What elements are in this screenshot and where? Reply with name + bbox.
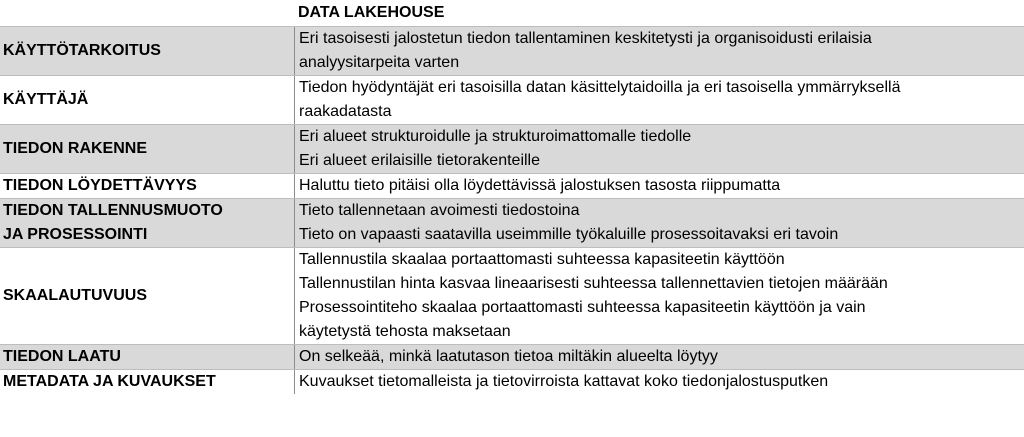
row-label-line: TIEDON LÖYDETTÄVYYS bbox=[3, 177, 197, 194]
table-title: DATA LAKEHOUSE bbox=[298, 4, 445, 21]
row-value-line: Haluttu tieto pitäisi olla löydettävissä jalostuksen tasosta riippumatta bbox=[299, 177, 781, 194]
row-value-line: On selkeää, minkä laatutason tietoa miltäkin alueelta löytyy bbox=[299, 348, 718, 365]
table-row bbox=[0, 247, 1024, 344]
row-value-line: Eri alueet erilaisille tietorakenteille bbox=[299, 152, 541, 169]
row-value bbox=[295, 76, 1024, 124]
row-label-line: SKAALAUTUVUUS bbox=[3, 287, 147, 304]
row-value-line: Eri alueet strukturoidulle ja strukturoimattomalle tiedolle bbox=[299, 128, 692, 145]
row-value bbox=[295, 345, 1024, 369]
row-value-line: Tiedon hyödyntäjät eri tasoisilla datan käsittelytaidoilla ja eri tasoisella ymmärryksellä bbox=[299, 79, 901, 96]
row-value bbox=[295, 27, 1024, 75]
table-row bbox=[0, 124, 1024, 173]
row-value-line: Prosessointiteho skaalaa portaattomasti suhteessa kapasiteetin käyttöön ja vain bbox=[299, 299, 866, 316]
row-label-line: JA PROSESSOINTI bbox=[3, 226, 148, 243]
row-label-line: TIEDON LAATU bbox=[3, 348, 121, 365]
table-row bbox=[0, 369, 1024, 394]
row-value bbox=[295, 174, 1024, 198]
row-value bbox=[295, 125, 1024, 173]
row-label bbox=[0, 370, 295, 394]
row-value-line: käytetystä tehosta maksetaan bbox=[299, 323, 511, 340]
row-value-line: Kuvaukset tietomalleista ja tietovirroista kattavat koko tiedonjalostusputken bbox=[299, 373, 829, 390]
row-value bbox=[295, 199, 1024, 247]
table-header bbox=[0, 0, 1024, 26]
row-label-line: KÄYTTÄJÄ bbox=[3, 91, 89, 108]
table-row bbox=[0, 344, 1024, 369]
row-value-line: raakadatasta bbox=[299, 103, 392, 120]
row-label-line: KÄYTTÖTARKOITUS bbox=[3, 42, 161, 59]
row-value-line: Tieto tallennetaan avoimesti tiedostoina bbox=[299, 202, 580, 219]
row-value-line: Tallennustilan hinta kasvaa lineaarisesti suhteessa tallennettavien tietojen määrään bbox=[299, 275, 888, 292]
row-label-line: TIEDON RAKENNE bbox=[3, 140, 148, 157]
table-body bbox=[0, 26, 1024, 394]
row-value-line: Tieto on vapaasti saatavilla useimmille työkaluille prosessoitavaksi eri tavoin bbox=[299, 226, 839, 243]
row-label bbox=[0, 27, 295, 75]
row-value-line: Tallennustila skaalaa portaattomasti suhteessa kapasiteetin käyttöön bbox=[299, 251, 785, 268]
row-label bbox=[0, 174, 295, 198]
row-label bbox=[0, 345, 295, 369]
row-value-line: analyysitarpeita varten bbox=[299, 54, 460, 71]
row-label bbox=[0, 76, 295, 124]
row-value bbox=[295, 370, 1024, 394]
row-label bbox=[0, 248, 295, 344]
table-row bbox=[0, 173, 1024, 198]
table-row bbox=[0, 26, 1024, 75]
table-row bbox=[0, 75, 1024, 124]
row-value bbox=[295, 248, 1024, 344]
row-label-line: METADATA JA KUVAUKSET bbox=[3, 373, 216, 390]
row-label-line: TIEDON TALLENNUSMUOTO bbox=[3, 202, 223, 219]
row-value-line: Eri tasoisesti jalostetun tiedon tallentaminen keskitetysti ja organisoidusti erilaisia bbox=[299, 30, 872, 47]
table-row bbox=[0, 198, 1024, 247]
row-label bbox=[0, 199, 295, 247]
row-label bbox=[0, 125, 295, 173]
